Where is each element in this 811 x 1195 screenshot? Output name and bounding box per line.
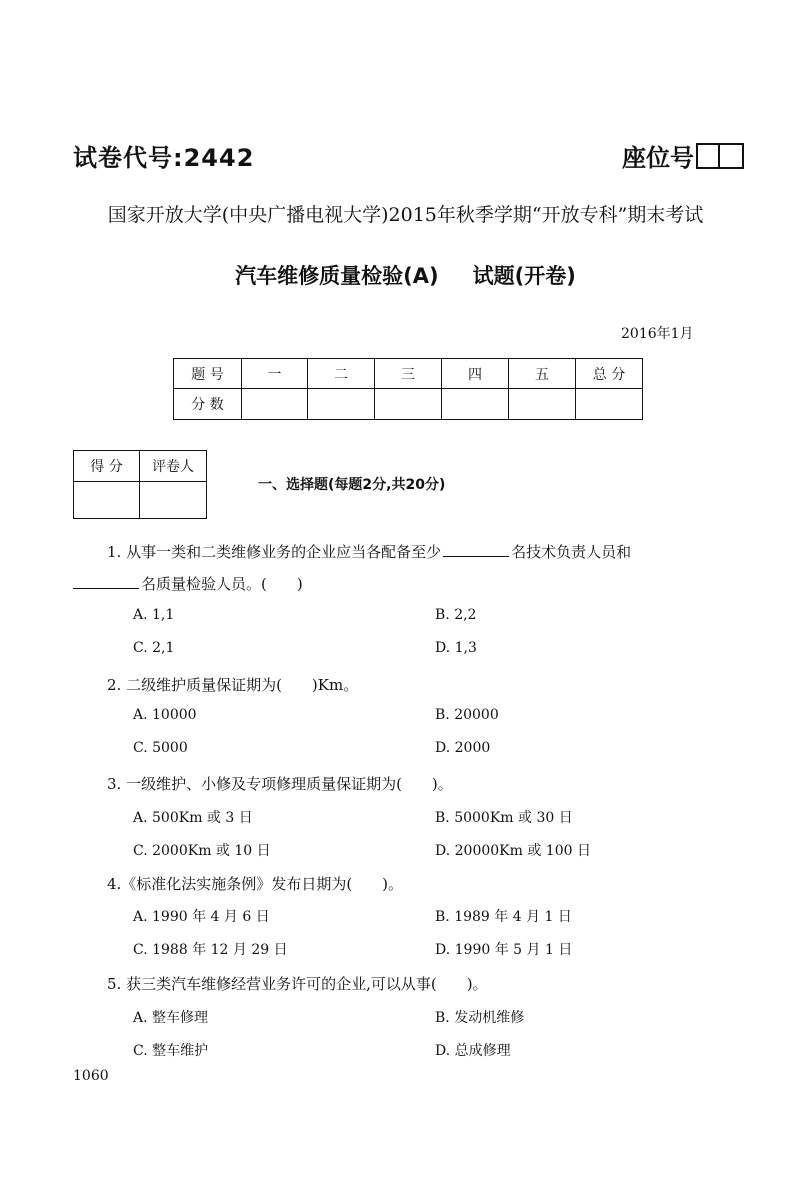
score-table-header-row [174, 359, 643, 389]
question-4-option-d: D. 1990 年 5 月 1 日 [435, 942, 573, 958]
question-2-option-b: B. 20000 [435, 707, 499, 723]
question-3-option-b: B. 5000Km 或 30 日 [435, 810, 573, 826]
score-cell [576, 389, 643, 420]
seat-box [720, 143, 744, 169]
question-text: 1. 从事一类和二类维修业务的企业应当各配备至少 [107, 543, 442, 561]
score-table [173, 358, 643, 420]
score-row-label: 分 数 [174, 389, 242, 420]
exam-title [0, 260, 811, 290]
seat-box [696, 143, 720, 169]
question-3-option-c: C. 2000Km 或 10 日 [133, 843, 271, 859]
seat-label: 座位号 [622, 144, 694, 172]
grader-name-cell [140, 482, 207, 519]
exam-date: 2016年1月 [621, 326, 694, 342]
score-cell [308, 389, 375, 420]
question-5-option-a: A. 整车修理 [133, 1010, 209, 1026]
score-cell [442, 389, 509, 420]
seat-number-boxes [696, 143, 744, 169]
question-2-option-a: A. 10000 [133, 707, 197, 723]
score-header-cell: 三 [375, 359, 442, 389]
score-header-cell: 总 分 [576, 359, 643, 389]
score-cell [242, 389, 308, 420]
score-header-cell: 五 [509, 359, 576, 389]
question-text: 名质量检验人员。( ) [141, 575, 303, 593]
exam-type: 试题(开卷) [472, 264, 576, 288]
answer-blank [443, 542, 509, 557]
university-line: 国家开放大学(中央广播电视大学)2015年秋季学期“开放专科”期末考试 [107, 204, 704, 226]
question-1-option-b: B. 2,2 [435, 607, 477, 623]
question-4-option-c: C. 1988 年 12 月 29 日 [133, 942, 288, 958]
exam-code: 试卷代号:2442 [73, 144, 255, 172]
question-1-line-1 [107, 541, 631, 562]
score-table-value-row [174, 389, 643, 420]
question-3-option-d: D. 20000Km 或 100 日 [435, 843, 591, 859]
score-cell [509, 389, 576, 420]
question-5-option-c: C. 整车维护 [133, 1043, 209, 1059]
question-5-option-d: D. 总成修理 [435, 1043, 511, 1059]
question-1-line-2 [73, 573, 303, 594]
course-title: 汽车维修质量检验(A) [235, 264, 439, 288]
question-1-option-c: C. 2,1 [133, 640, 175, 656]
grader-score-cell [74, 482, 140, 519]
section-title: 一、选择题(每题2分,共20分) [258, 477, 446, 493]
question-2: 2. 二级维护质量保证期为( )Km。 [107, 676, 359, 694]
score-header-cell: 题 号 [174, 359, 242, 389]
question-text: 名技术负责人员和 [511, 543, 632, 561]
score-header-cell: 四 [442, 359, 509, 389]
question-1-option-d: D. 1,3 [435, 640, 477, 656]
grader-name-label: 评卷人 [140, 451, 207, 482]
question-3-option-a: A. 500Km 或 3 日 [133, 810, 253, 826]
grader-table [73, 450, 207, 519]
question-3: 3. 一级维护、小修及专项修理质量保证期为( )。 [107, 775, 453, 793]
question-4-option-b: B. 1989 年 4 月 1 日 [435, 909, 572, 925]
question-4-option-a: A. 1990 年 4 月 6 日 [133, 909, 270, 925]
page-number: 1060 [73, 1068, 109, 1084]
grader-score-label: 得 分 [74, 451, 140, 482]
score-cell [375, 389, 442, 420]
question-4: 4.《标准化法实施条例》发布日期为( )。 [107, 875, 404, 893]
score-header-cell: 二 [308, 359, 375, 389]
answer-blank [73, 574, 139, 589]
question-2-option-c: C. 5000 [133, 740, 188, 756]
question-5: 5. 获三类汽车维修经营业务许可的企业,可以从事( )。 [107, 975, 488, 993]
question-5-option-b: B. 发动机维修 [435, 1010, 525, 1026]
score-header-cell: 一 [242, 359, 308, 389]
question-2-option-d: D. 2000 [435, 740, 491, 756]
seat-number [622, 138, 744, 173]
question-1-option-a: A. 1,1 [133, 607, 175, 623]
